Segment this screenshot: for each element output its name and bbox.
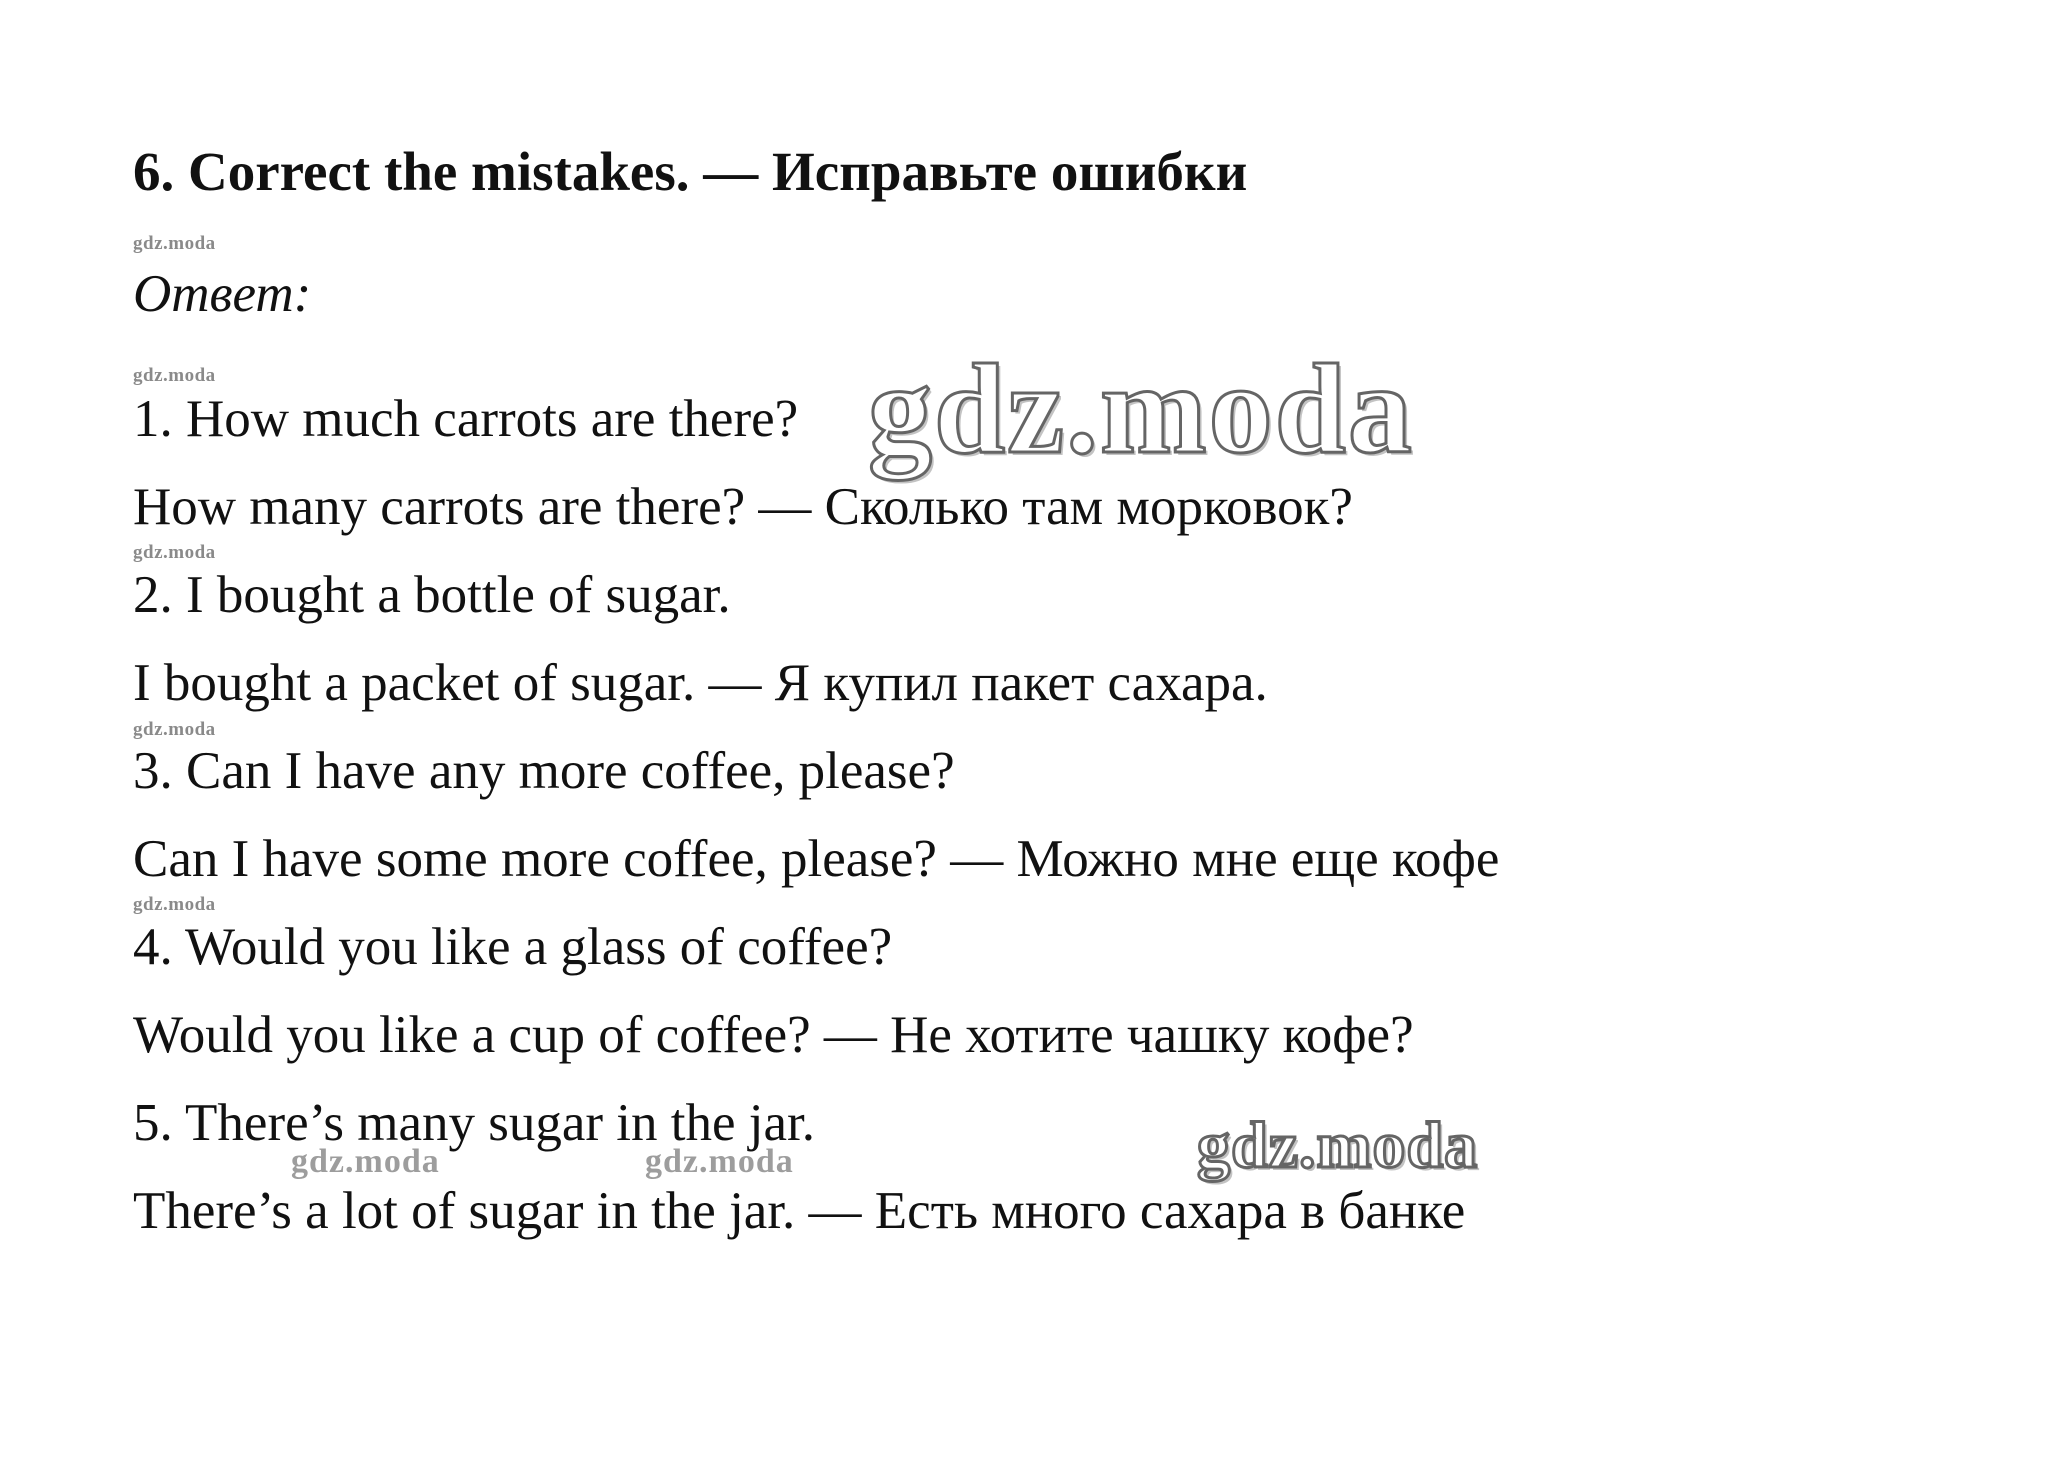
mistake-line-5: 5. There’s many sugar in the jar. <box>133 1094 815 1152</box>
correction-line-1: How many carrots are there? — Сколько там морковок? <box>133 478 1353 536</box>
mistake-line-3: 3. Can I have any more coffee, please? <box>133 742 955 800</box>
watermark-large: gdz.moda <box>868 338 1414 480</box>
watermark-medium: gdz.moda <box>291 1143 440 1180</box>
mistake-line-2: 2. I bought a bottle of sugar. <box>133 566 731 624</box>
watermark-small: gdz.moda <box>133 894 216 915</box>
watermark-small: gdz.moda <box>133 542 216 563</box>
watermark-large: gdz.moda <box>1197 1109 1479 1182</box>
answer-label: Ответ: <box>133 265 312 323</box>
exercise-title: 6. Correct the mistakes. — Исправьте ошибки <box>133 141 1248 202</box>
mistake-line-1: 1. How much carrots are there? <box>133 390 799 448</box>
correction-line-5: There’s a lot of sugar in the jar. — Есть много сахара в банке <box>133 1182 1466 1240</box>
correction-line-2: I bought a packet of sugar. — Я купил пакет сахара. <box>133 654 1268 712</box>
watermark-medium: gdz.moda <box>645 1143 794 1180</box>
mistake-line-4: 4. Would you like a glass of coffee? <box>133 918 893 976</box>
watermark-small: gdz.moda <box>133 365 216 386</box>
watermark-small: gdz.moda <box>133 233 216 254</box>
watermark-small: gdz.moda <box>133 719 216 740</box>
correction-line-3: Can I have some more coffee, please? — Можно мне еще кофе <box>133 830 1500 888</box>
correction-line-4: Would you like a cup of coffee? — Не хотите чашку кофе? <box>133 1006 1414 1064</box>
